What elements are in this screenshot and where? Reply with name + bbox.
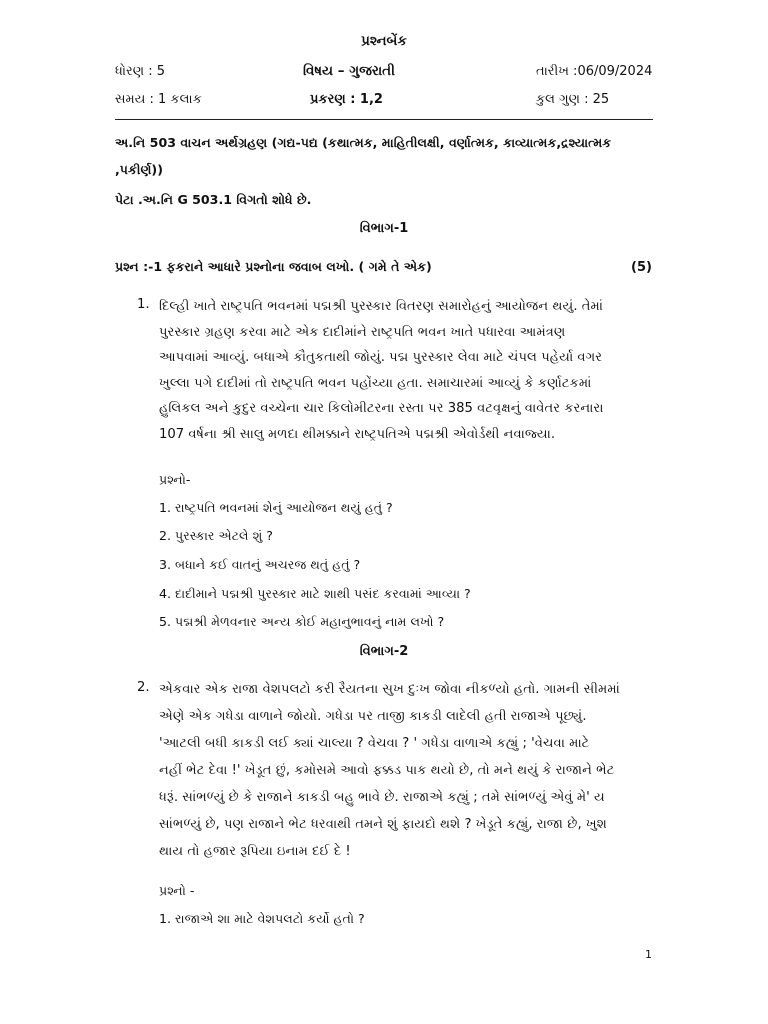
page-number: 1 bbox=[645, 948, 652, 961]
outcome-line-2: ,પકીર્ણ)) bbox=[115, 162, 163, 177]
question-item: 1. રાજાએ શા માટે વેશપલટો કર્યો હતો ? bbox=[159, 911, 365, 926]
chapter-label: પ્રકરણ : 1,2 bbox=[310, 92, 383, 107]
section-2-heading: વિભાગ-2 bbox=[359, 644, 409, 659]
standard-label: ધોરણ : 5 bbox=[115, 64, 166, 79]
passage-line: આપવામાં આવ્યું. બધાએ કૌતુકતાથી જોયું. પદ્મ પુરસ્કાર લેવા માટે ચંપલ પહેર્યા વગર bbox=[159, 350, 603, 366]
passage-line: 107 વર્ષના શ્રી સાલુ મળદા થીમક્કાને રાષ્ટ્રપતિએ પદ્મશ્રી એવોર્ડથી નવાજ્યા. bbox=[159, 426, 556, 442]
questions-label-2: પ્રશ્નો - bbox=[159, 883, 195, 898]
page-title: પ્રશ્નબેંક bbox=[361, 33, 407, 49]
subject-label: વિષય – ગુજરાતી bbox=[303, 63, 395, 79]
passage-line: હુલિકલ અને કુદુર વચ્ચેના ચાર કિલોમીટરના રસ્તા પર 385 વટવૃક્ષનું વાવેતર કરનારા bbox=[159, 401, 604, 417]
outcome-line-1: અ.નિ 503 વાચન અર્થગ્રહણ (ગદ્ય-પદ્ય (કથાત્મક, માહિતીલક્ષી, વર્ણાત્મક, કાવ્યાત્મક,દ્રશ્યાત્મક bbox=[115, 135, 612, 150]
passage-line: પુરસ્કાર ગ્રહણ કરવા માટે એક દાદીમાંને રાષ્ટ્રપતિ ભવન ખાતે પધારવા આમંત્રણ bbox=[159, 324, 566, 340]
passage-line: દિલ્હી ખાતે રાષ્ટ્રપતિ ભવનમાં પદ્મશ્રી પુરસ્કાર વિતરણ સમારોહનું આયોજન થયું. તેમાં bbox=[159, 299, 603, 314]
header-divider bbox=[115, 119, 653, 120]
question-item: 5. પદ્મશ્રી મેળવનાર અન્ય કોઈ મહાનુભાવનું નામ લખો ? bbox=[159, 614, 445, 629]
item-number-2: 2. bbox=[137, 680, 150, 695]
question-item: 4. દાદીમાને પદ્મશ્રી પુરસ્કાર માટે શાથી પસંદ કરવામાં આવ્યા ? bbox=[159, 586, 471, 601]
item-number-1: 1. bbox=[137, 297, 150, 312]
passage-line: થાય તો હજાર રૂપિયા ઇનામ દઈ દે ! bbox=[159, 844, 351, 859]
question-item: 2. પુરસ્કાર એટલે શું ? bbox=[159, 528, 273, 543]
questions-label: પ્રશ્નો- bbox=[159, 472, 191, 487]
passage-1 bbox=[159, 294, 651, 448]
question-1-marks: (5) bbox=[631, 260, 652, 275]
sub-outcome: પેટા .અ.નિ G 503.1 વિગતો શોધે છે. bbox=[115, 192, 312, 207]
passage-line: સાંભળ્યું છે, પણ રાજાને ભેટ ધરવાથી તમને શું ફાયદો થશે ? ખેડૂતે કહ્યું, રાજા છે, ખુશ bbox=[159, 817, 607, 832]
section-1-heading: વિભાગ-1 bbox=[359, 221, 409, 236]
passage-line: એકવાર એક રાજા વેશપલટો કરી રૈયતના સુખ દુઃખ જોવા નીકળ્યો હતો. ગામની સીમમાં bbox=[159, 682, 620, 697]
date-label: તારીખ :06/09/2024 bbox=[536, 64, 653, 79]
passage-line: ધરૂં. સાંભળ્યું છે કે રાજાને કાકડી બહુ ભાવે છે. રાજાએ કહ્યું ; તમે સાંભળ્યું એવું મે' ય bbox=[159, 790, 605, 805]
question-item: 1. રાષ્ટ્રપતિ ભવનમાં શેનું આયોજન થયું હતું ? bbox=[159, 500, 393, 515]
time-label: સમય : 1 કલાક bbox=[115, 92, 202, 107]
marks-label: કુલ ગુણ : 25 bbox=[536, 92, 610, 107]
passage-2 bbox=[159, 676, 651, 865]
passage-line: 'આટલી બધી કાકડી લઈ ક્યાં ચાલ્યા ? વેચવા ? ' ગધેડા વાળાએ કહ્યું ; 'વેચવા માટે bbox=[159, 736, 590, 751]
passage-line: ખુલ્લા પગે દાદીમાં તો રાષ્ટ્રપતિ ભવન પહોંચ્યા હતા. સમાચારમાં આવ્યું કે કર્ણાટકમાં bbox=[159, 375, 592, 391]
question-1-instruction: પ્રશ્ન :-1 ફકરાને આધારે પ્રશ્નોના જવાબ લખો. ( ગમે તે એક) bbox=[115, 259, 432, 274]
question-item: 3. બધાને કઈ વાતનું અચરજ થતું હતું ? bbox=[159, 557, 361, 572]
passage-line: નહીં ભેટ દેવા !' ખેડૂત છું, કમોસમે આવો ફક્કડ પાક થયો છે, તો મને થયું કે રાજાને ભેટ bbox=[159, 763, 615, 778]
passage-line: એણે એક ગધેડા વાળાને જોયો. ગધેડા પર તાજી કાકડી લાદેલી હતી રાજાએ પૂછ્યું. bbox=[159, 709, 587, 724]
